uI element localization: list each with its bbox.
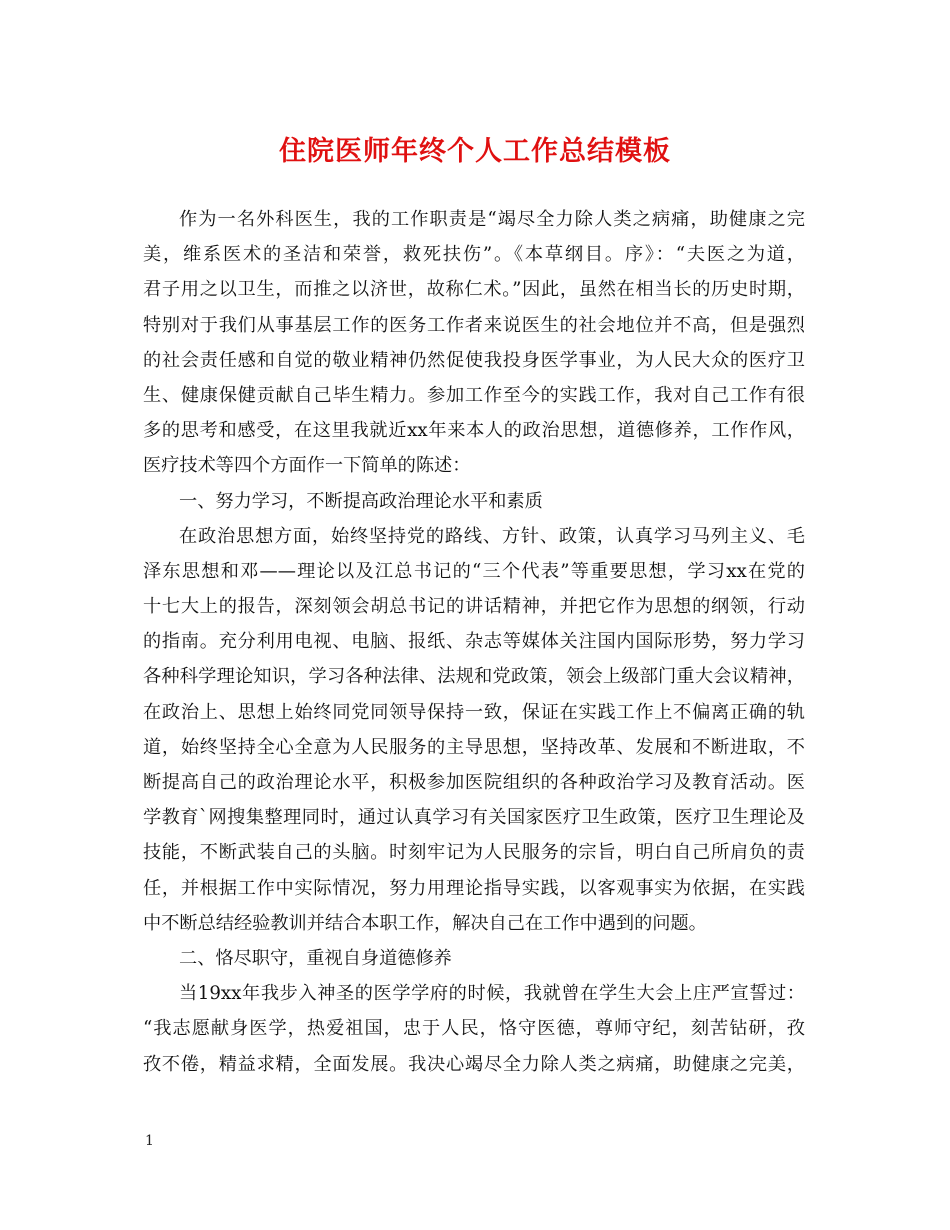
text-line: 学教育`网搜集整理同时，通过认真学习有关国家医疗卫生政策，医疗卫生理论及	[143, 807, 805, 829]
text-line: 多的思考和感受，在这里我就近xx年来本人的政治思想，道德修养，工作作风，	[143, 420, 805, 442]
section-heading: 一、努力学习，不断提高政治理论水平和素质	[179, 490, 543, 512]
text-line: 特别对于我们从事基层工作的医务工作者来说医生的社会地位并不高，但是强烈	[143, 314, 805, 336]
text-line: 君子用之以卫生，而推之以济世，故称仁术。”因此，虽然在相当长的历史时期，	[143, 279, 805, 301]
text-line: 生、健康保健贡献自己毕生精力。参加工作至今的实践工作，我对自己工作有很	[143, 384, 805, 406]
text-line: 技能，不断武装自己的头脑。时刻牢记为人民服务的宗旨，明白自己所肩负的责	[143, 842, 805, 864]
document-title: 住院医师年终个人工作总结模板	[279, 136, 671, 167]
text-line: 任，并根据工作中实际情况，努力用理论指导实践，以客观事实为依据，在实践	[143, 877, 805, 899]
section-heading: 二、恪尽职守，重视自身道德修养	[179, 947, 452, 969]
text-line: 断提高自己的政治理论水平，积极参加医院组织的各种政治学习及教育活动。医	[143, 772, 805, 793]
text-line: 中不断总结经验教训并结合本职工作，解决自己在工作中遇到的问题。	[143, 912, 707, 934]
text-line: 的指南。充分利用电视、电脑、报纸、杂志等媒体关注国内国际形势，努力学习	[143, 631, 805, 653]
text-line: 在政治思想方面，始终坚持党的路线、方针、政策，认真学习马列主义、毛	[179, 525, 805, 547]
text-line: 泽东思想和邓——理论以及江总书记的“三个代表”等重要思想，学习xx在党的	[143, 560, 805, 582]
text-line: 医疗技术等四个方面作一下简单的陈述：	[143, 455, 471, 477]
text-line: “我志愿献身医学，热爱祖国，忠于人民，恪守医德，尊师守纪，刻苦钻研，孜	[143, 1018, 805, 1040]
text-line: 作为一名外科医生，我的工作职责是“竭尽全力除人类之病痛，助健康之完	[179, 209, 805, 230]
text-line: 的社会责任感和自觉的敬业精神仍然促使我投身医学事业，为人民大众的医疗卫	[143, 349, 805, 371]
document-body	[143, 202, 805, 1082]
text-line: 各种科学理论知识，学习各种法律、法规和党政策，领会上级部门重大会议精神，	[143, 666, 805, 688]
text-line: 当19xx年我步入神圣的医学学府的时候，我就曾在学生大会上庄严宣誓过：	[179, 983, 805, 1005]
text-line: 在政治上、思想上始终同党同领导保持一致，保证在实践工作上不偏离正确的轨	[143, 701, 805, 723]
text-line: 十七大上的报告，深刻领会胡总书记的讲话精神，并把它作为思想的纲领，行动	[143, 596, 805, 618]
text-line: 孜不倦，精益求精，全面发展。我决心竭尽全力除人类之病痛，助健康之完美，	[143, 1053, 805, 1075]
text-line: 美，维系医术的圣洁和荣誉，救死扶伤”。《本草纲目。序》：“夫医之为道，	[143, 244, 805, 266]
page-number: 1	[145, 1133, 154, 1149]
text-line: 道，始终坚持全心全意为人民服务的主导思想，坚持改革、发展和不断进取，不	[143, 736, 805, 758]
